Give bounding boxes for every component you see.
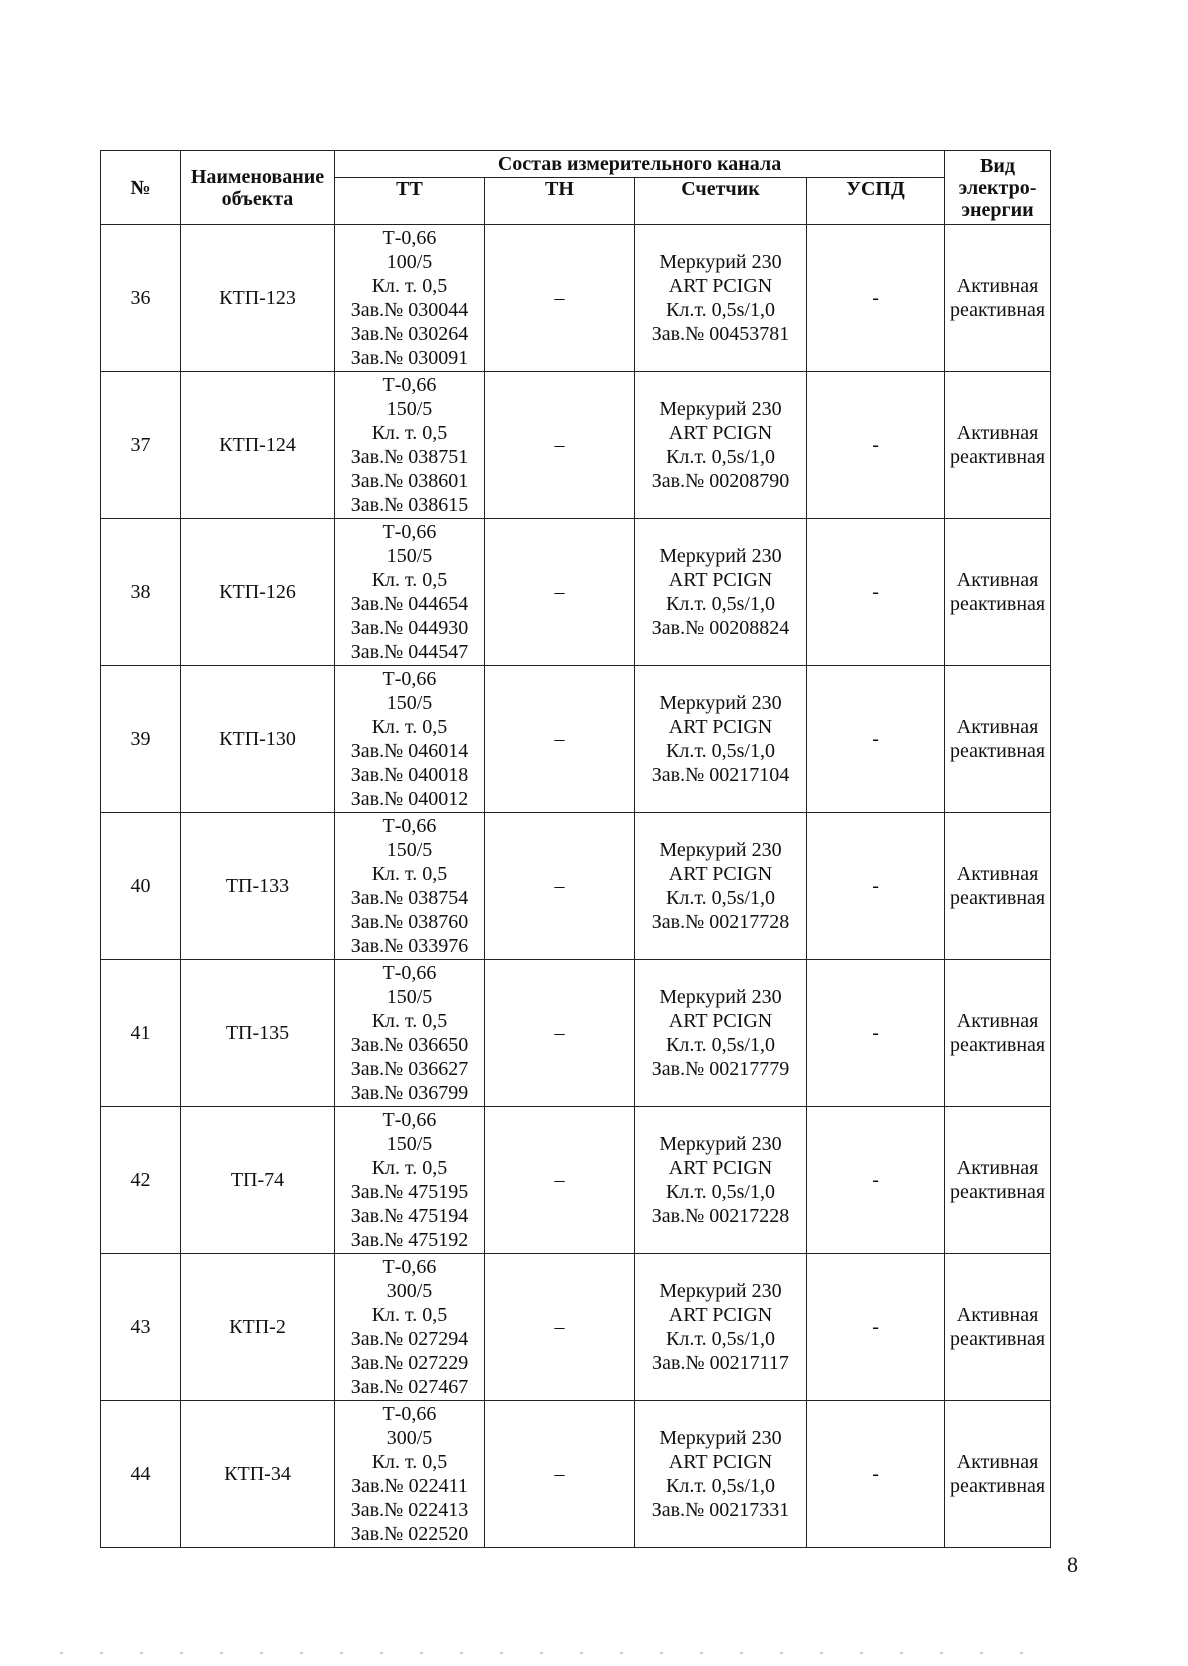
meter-details (635, 1279, 806, 1375)
tt-line: 300/5 (386, 1280, 433, 1302)
tt-line: Зав.№ 022520 (350, 1523, 469, 1545)
energy-kind-line: Активная (956, 1157, 1039, 1179)
meter-line: Зав.№ 00217117 (652, 1352, 789, 1374)
row-tt (335, 666, 485, 813)
tt-line: Зав.№ 030091 (350, 347, 469, 369)
meter-details (635, 250, 806, 346)
meter-line: ART PCIGN (668, 1451, 773, 1473)
meter-details (635, 985, 806, 1081)
energy-kind-line: Активная (956, 422, 1039, 444)
row-uspd: - (807, 813, 945, 960)
table-row (101, 1254, 1051, 1401)
energy-kind-line: реактивная (949, 1328, 1046, 1350)
tt-line: 150/5 (386, 839, 433, 861)
row-num: 39 (101, 666, 181, 813)
meter-line: Кл.т. 0,5s/1,0 (666, 299, 775, 321)
row-tn: – (485, 519, 635, 666)
tt-line: Зав.№ 038751 (350, 446, 469, 468)
tt-line: Зав.№ 030044 (350, 299, 469, 321)
row-num: 42 (101, 1107, 181, 1254)
tt-line: 150/5 (386, 692, 433, 714)
row-energy-kind (945, 666, 1051, 813)
table-row (101, 372, 1051, 519)
meter-details (635, 691, 806, 787)
tt-line: Кл. т. 0,5 (371, 569, 448, 591)
tt-details (335, 961, 484, 1105)
row-uspd: - (807, 666, 945, 813)
tt-line: Т-0,66 (382, 1109, 437, 1131)
meter-line: Меркурий 230 (659, 1133, 782, 1155)
row-object: ТП-135 (181, 960, 335, 1107)
meter-line: ART PCIGN (668, 863, 773, 885)
meter-line: Меркурий 230 (659, 1427, 782, 1449)
tt-line: Зав.№ 036627 (350, 1058, 469, 1080)
header-object-name: Наименование объекта (181, 151, 335, 225)
row-uspd: - (807, 960, 945, 1107)
row-tn: – (485, 1254, 635, 1401)
meter-line: ART PCIGN (668, 716, 773, 738)
tt-line: Зав.№ 044654 (350, 593, 469, 615)
row-num: 41 (101, 960, 181, 1107)
tt-line: 150/5 (386, 986, 433, 1008)
row-tt (335, 813, 485, 960)
row-uspd: - (807, 519, 945, 666)
row-tn: – (485, 666, 635, 813)
row-object: КТП-123 (181, 225, 335, 372)
energy-kind-line: реактивная (949, 299, 1046, 321)
table-row (101, 960, 1051, 1107)
energy-kind-line: реактивная (949, 1181, 1046, 1203)
tt-details (335, 1108, 484, 1252)
meter-line: Кл.т. 0,5s/1,0 (666, 1181, 775, 1203)
meter-details (635, 1132, 806, 1228)
tt-line: Т-0,66 (382, 815, 437, 837)
meter-line: Зав.№ 00217104 (651, 764, 790, 786)
header-tn: ТН (485, 178, 635, 225)
meter-line: Меркурий 230 (659, 692, 782, 714)
row-tn: – (485, 1401, 635, 1548)
header-energy-kind: Вид электро-энергии (945, 151, 1051, 225)
meter-line: ART PCIGN (668, 1157, 773, 1179)
row-meter (635, 960, 807, 1107)
meter-line: Зав.№ 00217228 (651, 1205, 790, 1227)
meter-line: Меркурий 230 (659, 986, 782, 1008)
tt-line: Кл. т. 0,5 (371, 275, 448, 297)
energy-kind-line: реактивная (949, 740, 1046, 762)
tt-line: Зав.№ 030264 (350, 323, 469, 345)
row-num: 44 (101, 1401, 181, 1548)
row-uspd: - (807, 372, 945, 519)
tt-line: Зав.№ 044547 (350, 641, 469, 663)
meter-line: ART PCIGN (668, 422, 773, 444)
energy-kind-line: реактивная (949, 1034, 1046, 1056)
row-tt (335, 225, 485, 372)
header-tt: ТТ (335, 178, 485, 225)
row-meter (635, 1401, 807, 1548)
meter-line: Кл.т. 0,5s/1,0 (666, 1328, 775, 1350)
meter-line: ART PCIGN (668, 569, 773, 591)
row-tt (335, 1401, 485, 1548)
energy-kind-line: Активная (956, 1304, 1039, 1326)
meter-line: ART PCIGN (668, 1010, 773, 1032)
row-object: КТП-34 (181, 1401, 335, 1548)
row-object: КТП-2 (181, 1254, 335, 1401)
tt-line: Т-0,66 (382, 521, 437, 543)
energy-kind-line: реактивная (949, 887, 1046, 909)
table-row (101, 519, 1051, 666)
tt-line: Т-0,66 (382, 1256, 437, 1278)
row-tt (335, 960, 485, 1107)
row-energy-kind (945, 960, 1051, 1107)
energy-kind-line: реактивная (949, 446, 1046, 468)
row-object: ТП-74 (181, 1107, 335, 1254)
meter-line: Меркурий 230 (659, 545, 782, 567)
row-object: КТП-124 (181, 372, 335, 519)
tt-line: Т-0,66 (382, 668, 437, 690)
meter-details (635, 1426, 806, 1522)
row-meter (635, 372, 807, 519)
row-meter (635, 1254, 807, 1401)
table-row (101, 813, 1051, 960)
tt-details (335, 226, 484, 370)
meter-line: Зав.№ 00217728 (651, 911, 790, 933)
row-tt (335, 372, 485, 519)
energy-kind-line: реактивная (949, 593, 1046, 615)
meter-line: Кл.т. 0,5s/1,0 (666, 1034, 775, 1056)
tt-details (335, 1255, 484, 1399)
row-num: 37 (101, 372, 181, 519)
row-energy-kind (945, 225, 1051, 372)
energy-kind-line: Активная (956, 275, 1039, 297)
energy-kind-line: Активная (956, 1451, 1039, 1473)
tt-line: Зав.№ 038754 (350, 887, 469, 909)
row-tt (335, 519, 485, 666)
tt-line: Зав.№ 022413 (350, 1499, 469, 1521)
energy-kind-line: реактивная (949, 1475, 1046, 1497)
row-meter (635, 813, 807, 960)
tt-line: Кл. т. 0,5 (371, 1451, 448, 1473)
row-num: 38 (101, 519, 181, 666)
row-energy-kind (945, 1401, 1051, 1548)
row-tn: – (485, 225, 635, 372)
tt-line: Кл. т. 0,5 (371, 1010, 448, 1032)
row-object: КТП-126 (181, 519, 335, 666)
tt-line: Зав.№ 475194 (350, 1205, 469, 1227)
row-meter (635, 666, 807, 813)
meter-line: Кл.т. 0,5s/1,0 (666, 1475, 775, 1497)
meter-line: Зав.№ 00217331 (651, 1499, 790, 1521)
row-tn: – (485, 372, 635, 519)
row-energy-kind (945, 1254, 1051, 1401)
meter-details (635, 544, 806, 640)
tt-line: Зав.№ 044930 (350, 617, 469, 639)
row-meter (635, 519, 807, 666)
meter-details (635, 838, 806, 934)
meter-line: Меркурий 230 (659, 251, 782, 273)
row-energy-kind (945, 519, 1051, 666)
tt-details (335, 520, 484, 664)
tt-line: 150/5 (386, 545, 433, 567)
tt-line: Зав.№ 040018 (350, 764, 469, 786)
table-row (101, 1107, 1051, 1254)
tt-line: Зав.№ 027467 (350, 1376, 469, 1398)
row-energy-kind (945, 372, 1051, 519)
tt-line: Кл. т. 0,5 (371, 863, 448, 885)
tt-details (335, 814, 484, 958)
measurement-channels-table (100, 150, 1051, 1548)
tt-line: Зав.№ 046014 (350, 740, 469, 762)
table-row (101, 1401, 1051, 1548)
tt-line: Зав.№ 038615 (350, 494, 469, 516)
tt-line: Кл. т. 0,5 (371, 716, 448, 738)
tt-line: Зав.№ 022411 (351, 1475, 468, 1497)
meter-line: Кл.т. 0,5s/1,0 (666, 446, 775, 468)
meter-line: Меркурий 230 (659, 839, 782, 861)
meter-line: ART PCIGN (668, 275, 773, 297)
header-channel-group: Состав измерительного канала (335, 151, 945, 178)
energy-kind-line: Активная (956, 569, 1039, 591)
row-num: 43 (101, 1254, 181, 1401)
energy-kind-line: Активная (956, 863, 1039, 885)
tt-line: Т-0,66 (382, 962, 437, 984)
tt-details (335, 1402, 484, 1546)
row-tn: – (485, 813, 635, 960)
row-tt (335, 1107, 485, 1254)
tt-line: 300/5 (386, 1427, 433, 1449)
row-tn: – (485, 1107, 635, 1254)
tt-line: Зав.№ 036650 (350, 1034, 469, 1056)
row-energy-kind (945, 1107, 1051, 1254)
meter-line: Зав.№ 00208790 (651, 470, 790, 492)
row-uspd: - (807, 1254, 945, 1401)
energy-kind-line: Активная (956, 716, 1039, 738)
row-energy-kind (945, 813, 1051, 960)
tt-line: Т-0,66 (382, 1403, 437, 1425)
table-row (101, 666, 1051, 813)
tt-line: Зав.№ 038760 (350, 911, 469, 933)
header-meter: Счетчик (635, 178, 807, 225)
tt-details (335, 373, 484, 517)
tt-line: Зав.№ 038601 (350, 470, 469, 492)
meter-line: Зав.№ 00217779 (651, 1058, 790, 1080)
meter-line: Кл.т. 0,5s/1,0 (666, 593, 775, 615)
row-object: ТП-133 (181, 813, 335, 960)
meter-line: Меркурий 230 (659, 1280, 782, 1302)
row-tt (335, 1254, 485, 1401)
meter-line: Кл.т. 0,5s/1,0 (666, 887, 775, 909)
tt-line: Зав.№ 033976 (350, 935, 469, 957)
tt-line: Зав.№ 027229 (350, 1352, 469, 1374)
table-body (101, 225, 1051, 1548)
tt-details (335, 667, 484, 811)
tt-line: 100/5 (386, 251, 433, 273)
meter-line: Зав.№ 00453781 (651, 323, 790, 345)
tt-line: 150/5 (386, 1133, 433, 1155)
tt-line: Т-0,66 (382, 374, 437, 396)
row-meter (635, 225, 807, 372)
tt-line: Зав.№ 040012 (350, 788, 469, 810)
row-uspd: - (807, 1401, 945, 1548)
row-num: 40 (101, 813, 181, 960)
row-uspd: - (807, 1107, 945, 1254)
meter-line: Кл.т. 0,5s/1,0 (666, 740, 775, 762)
meter-line: Меркурий 230 (659, 398, 782, 420)
tt-line: Кл. т. 0,5 (371, 1157, 448, 1179)
header-uspd: УСПД (807, 178, 945, 225)
meter-line: Зав.№ 00208824 (651, 617, 790, 639)
tt-line: Зав.№ 036799 (350, 1082, 469, 1104)
tt-line: Кл. т. 0,5 (371, 1304, 448, 1326)
meter-details (635, 397, 806, 493)
row-uspd: - (807, 225, 945, 372)
header-num: № (101, 151, 181, 225)
tt-line: Зав.№ 027294 (350, 1328, 469, 1350)
scan-artifact (60, 1652, 1060, 1654)
energy-kind-line: Активная (956, 1010, 1039, 1032)
row-num: 36 (101, 225, 181, 372)
table-row (101, 225, 1051, 372)
page-number: 8 (1067, 1552, 1078, 1577)
tt-line: 150/5 (386, 398, 433, 420)
tt-line: Кл. т. 0,5 (371, 422, 448, 444)
tt-line: Т-0,66 (382, 227, 437, 249)
meter-line: ART PCIGN (668, 1304, 773, 1326)
row-tn: – (485, 960, 635, 1107)
tt-line: Зав.№ 475195 (350, 1181, 469, 1203)
row-meter (635, 1107, 807, 1254)
tt-line: Зав.№ 475192 (350, 1229, 469, 1251)
row-object: КТП-130 (181, 666, 335, 813)
